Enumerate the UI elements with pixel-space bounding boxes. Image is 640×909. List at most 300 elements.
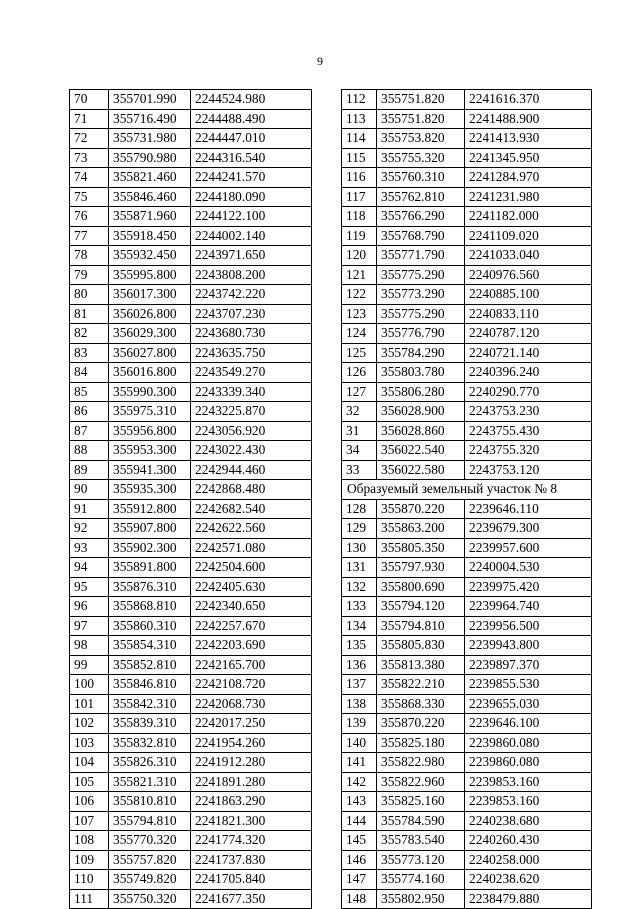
table-row xyxy=(70,733,312,753)
x-coordinate-cell: 355794.810 xyxy=(377,616,465,636)
point-number-cell: 87 xyxy=(70,421,109,441)
x-coordinate-cell: 355800.690 xyxy=(377,577,465,597)
y-coordinate-cell: 2242257.670 xyxy=(191,616,312,636)
x-coordinate-cell: 355953.300 xyxy=(109,441,191,461)
table-row xyxy=(70,753,312,773)
point-number-cell: 93 xyxy=(70,538,109,558)
point-number-cell: 99 xyxy=(70,655,109,675)
x-coordinate-cell: 355806.280 xyxy=(377,382,465,402)
table-row xyxy=(342,148,592,168)
x-coordinate-cell: 355701.990 xyxy=(109,90,191,110)
point-number-cell: 138 xyxy=(342,694,377,714)
x-coordinate-cell: 355941.300 xyxy=(109,460,191,480)
x-coordinate-cell: 355762.810 xyxy=(377,187,465,207)
x-coordinate-cell: 355775.290 xyxy=(377,265,465,285)
table-row xyxy=(342,109,592,129)
y-coordinate-cell: 2242405.630 xyxy=(191,577,312,597)
point-number-cell: 80 xyxy=(70,285,109,305)
point-number-cell: 130 xyxy=(342,538,377,558)
point-number-cell: 132 xyxy=(342,577,377,597)
y-coordinate-cell: 2241863.290 xyxy=(191,792,312,812)
table-row xyxy=(342,538,592,558)
x-coordinate-cell: 355825.160 xyxy=(377,792,465,812)
point-number-cell: 32 xyxy=(342,402,377,422)
y-coordinate-cell: 2240396.240 xyxy=(465,363,592,383)
point-number-cell: 71 xyxy=(70,109,109,129)
point-number-cell: 34 xyxy=(342,441,377,461)
x-coordinate-cell: 356022.540 xyxy=(377,441,465,461)
y-coordinate-cell: 2238479.880 xyxy=(465,889,592,909)
point-number-cell: 92 xyxy=(70,519,109,539)
table-row xyxy=(342,792,592,812)
point-number-cell: 126 xyxy=(342,363,377,383)
x-coordinate-cell: 355902.300 xyxy=(109,538,191,558)
x-coordinate-cell: 355797.930 xyxy=(377,558,465,578)
x-coordinate-cell: 355868.330 xyxy=(377,694,465,714)
x-coordinate-cell: 355821.460 xyxy=(109,168,191,188)
y-coordinate-cell: 2239855.530 xyxy=(465,675,592,695)
x-coordinate-cell: 355956.800 xyxy=(109,421,191,441)
table-row xyxy=(342,460,592,480)
x-coordinate-cell: 355846.810 xyxy=(109,675,191,695)
point-number-cell: 146 xyxy=(342,850,377,870)
table-row xyxy=(70,129,312,149)
y-coordinate-cell: 2240004.530 xyxy=(465,558,592,578)
table-row xyxy=(70,363,312,383)
y-coordinate-cell: 2239860.080 xyxy=(465,753,592,773)
x-coordinate-cell: 355805.830 xyxy=(377,636,465,656)
y-coordinate-cell: 2242108.720 xyxy=(191,675,312,695)
point-number-cell: 118 xyxy=(342,207,377,227)
x-coordinate-cell: 356017.300 xyxy=(109,285,191,305)
y-coordinate-cell: 2242068.730 xyxy=(191,694,312,714)
x-coordinate-cell: 355863.200 xyxy=(377,519,465,539)
y-coordinate-cell: 2241182.000 xyxy=(465,207,592,227)
y-coordinate-cell: 2241705.840 xyxy=(191,870,312,890)
point-number-cell: 124 xyxy=(342,324,377,344)
y-coordinate-cell: 2243755.430 xyxy=(465,421,592,441)
table-row xyxy=(70,616,312,636)
x-coordinate-cell: 355731.980 xyxy=(109,129,191,149)
y-coordinate-cell: 2239853.160 xyxy=(465,772,592,792)
table-row xyxy=(70,714,312,734)
x-coordinate-cell: 355775.290 xyxy=(377,304,465,324)
table-row xyxy=(70,148,312,168)
y-coordinate-cell: 2239679.300 xyxy=(465,519,592,539)
table-row xyxy=(70,246,312,266)
point-number-cell: 141 xyxy=(342,753,377,773)
x-coordinate-cell: 355794.120 xyxy=(377,597,465,617)
point-number-cell: 127 xyxy=(342,382,377,402)
x-coordinate-cell: 355784.590 xyxy=(377,811,465,831)
x-coordinate-cell: 355770.320 xyxy=(109,831,191,851)
point-number-cell: 117 xyxy=(342,187,377,207)
y-coordinate-cell: 2243742.220 xyxy=(191,285,312,305)
y-coordinate-cell: 2241413.930 xyxy=(465,129,592,149)
y-coordinate-cell: 2244524.980 xyxy=(191,90,312,110)
y-coordinate-cell: 2244241.570 xyxy=(191,168,312,188)
x-coordinate-cell: 355995.800 xyxy=(109,265,191,285)
x-coordinate-cell: 355975.310 xyxy=(109,402,191,422)
x-coordinate-cell: 355932.450 xyxy=(109,246,191,266)
table-row xyxy=(342,168,592,188)
table-row xyxy=(70,441,312,461)
y-coordinate-cell: 2243056.920 xyxy=(191,421,312,441)
point-number-cell: 137 xyxy=(342,675,377,695)
table-row xyxy=(342,558,592,578)
y-coordinate-cell: 2241891.280 xyxy=(191,772,312,792)
table-row xyxy=(70,343,312,363)
y-coordinate-cell: 2240787.120 xyxy=(465,324,592,344)
table-row xyxy=(342,441,592,461)
point-number-cell: 78 xyxy=(70,246,109,266)
x-coordinate-cell: 355716.490 xyxy=(109,109,191,129)
section-heading-row xyxy=(342,480,592,500)
y-coordinate-cell: 2241231.980 xyxy=(465,187,592,207)
y-coordinate-cell: 2244316.540 xyxy=(191,148,312,168)
table-row xyxy=(342,265,592,285)
y-coordinate-cell: 2241774.320 xyxy=(191,831,312,851)
point-number-cell: 135 xyxy=(342,636,377,656)
y-coordinate-cell: 2243339.340 xyxy=(191,382,312,402)
table-row xyxy=(70,597,312,617)
y-coordinate-cell: 2240290.770 xyxy=(465,382,592,402)
x-coordinate-cell: 355810.810 xyxy=(109,792,191,812)
y-coordinate-cell: 2239957.600 xyxy=(465,538,592,558)
table-row xyxy=(70,421,312,441)
y-coordinate-cell: 2241033.040 xyxy=(465,246,592,266)
point-number-cell: 148 xyxy=(342,889,377,909)
y-coordinate-cell: 2242571.080 xyxy=(191,538,312,558)
y-coordinate-cell: 2243022.430 xyxy=(191,441,312,461)
table-row xyxy=(342,129,592,149)
table-row xyxy=(70,460,312,480)
point-number-cell: 111 xyxy=(70,889,109,909)
y-coordinate-cell: 2244180.090 xyxy=(191,187,312,207)
point-number-cell: 85 xyxy=(70,382,109,402)
x-coordinate-cell: 355768.790 xyxy=(377,226,465,246)
table-row xyxy=(70,265,312,285)
y-coordinate-cell: 2240260.430 xyxy=(465,831,592,851)
point-number-cell: 94 xyxy=(70,558,109,578)
x-coordinate-cell: 355854.310 xyxy=(109,636,191,656)
point-number-cell: 103 xyxy=(70,733,109,753)
page-number: 9 xyxy=(317,54,323,68)
y-coordinate-cell: 2239943.800 xyxy=(465,636,592,656)
x-coordinate-cell: 355771.790 xyxy=(377,246,465,266)
point-number-cell: 88 xyxy=(70,441,109,461)
y-coordinate-cell: 2244447.010 xyxy=(191,129,312,149)
y-coordinate-cell: 2241345.950 xyxy=(465,148,592,168)
y-coordinate-cell: 2243549.270 xyxy=(191,363,312,383)
point-number-cell: 91 xyxy=(70,499,109,519)
table-row xyxy=(342,772,592,792)
x-coordinate-cell: 355870.220 xyxy=(377,714,465,734)
table-row xyxy=(70,207,312,227)
y-coordinate-cell: 2243707.230 xyxy=(191,304,312,324)
x-coordinate-cell: 356028.900 xyxy=(377,402,465,422)
point-number-cell: 129 xyxy=(342,519,377,539)
table-row xyxy=(342,207,592,227)
y-coordinate-cell: 2244122.100 xyxy=(191,207,312,227)
table-row xyxy=(70,889,312,909)
y-coordinate-cell: 2239964.740 xyxy=(465,597,592,617)
x-coordinate-cell: 355773.290 xyxy=(377,285,465,305)
y-coordinate-cell: 2239897.370 xyxy=(465,655,592,675)
x-coordinate-cell: 356028.860 xyxy=(377,421,465,441)
point-number-cell: 73 xyxy=(70,148,109,168)
point-number-cell: 144 xyxy=(342,811,377,831)
table-row xyxy=(342,616,592,636)
point-number-cell: 110 xyxy=(70,870,109,890)
y-coordinate-cell: 2242868.480 xyxy=(191,480,312,500)
table-row xyxy=(342,226,592,246)
x-coordinate-cell: 355871.960 xyxy=(109,207,191,227)
table-row xyxy=(70,558,312,578)
point-number-cell: 108 xyxy=(70,831,109,851)
y-coordinate-cell: 2240721.140 xyxy=(465,343,592,363)
table-row xyxy=(342,694,592,714)
y-coordinate-cell: 2241821.300 xyxy=(191,811,312,831)
x-coordinate-cell: 355876.310 xyxy=(109,577,191,597)
x-coordinate-cell: 355813.380 xyxy=(377,655,465,675)
point-number-cell: 107 xyxy=(70,811,109,831)
x-coordinate-cell: 355773.120 xyxy=(377,850,465,870)
x-coordinate-cell: 355805.350 xyxy=(377,538,465,558)
y-coordinate-cell: 2239853.160 xyxy=(465,792,592,812)
table-row xyxy=(70,168,312,188)
table-row xyxy=(342,675,592,695)
y-coordinate-cell: 2243753.230 xyxy=(465,402,592,422)
table-row xyxy=(70,285,312,305)
point-number-cell: 114 xyxy=(342,129,377,149)
table-row xyxy=(342,597,592,617)
point-number-cell: 84 xyxy=(70,363,109,383)
table-row xyxy=(70,90,312,110)
table-row xyxy=(342,187,592,207)
coordinates-table-left xyxy=(69,89,312,909)
point-number-cell: 77 xyxy=(70,226,109,246)
table-row xyxy=(342,870,592,890)
table-row xyxy=(342,382,592,402)
point-number-cell: 131 xyxy=(342,558,377,578)
y-coordinate-cell: 2240885.100 xyxy=(465,285,592,305)
table-row xyxy=(342,831,592,851)
y-coordinate-cell: 2243680.730 xyxy=(191,324,312,344)
x-coordinate-cell: 356026.800 xyxy=(109,304,191,324)
y-coordinate-cell: 2243635.750 xyxy=(191,343,312,363)
y-coordinate-cell: 2240976.560 xyxy=(465,265,592,285)
x-coordinate-cell: 355774.160 xyxy=(377,870,465,890)
point-number-cell: 70 xyxy=(70,90,109,110)
x-coordinate-cell: 355802.950 xyxy=(377,889,465,909)
table-row xyxy=(342,343,592,363)
table-row xyxy=(70,109,312,129)
x-coordinate-cell: 356027.800 xyxy=(109,343,191,363)
table-row xyxy=(70,870,312,890)
x-coordinate-cell: 355990.300 xyxy=(109,382,191,402)
x-coordinate-cell: 355912.800 xyxy=(109,499,191,519)
x-coordinate-cell: 355826.310 xyxy=(109,753,191,773)
table-row xyxy=(342,714,592,734)
x-coordinate-cell: 355822.210 xyxy=(377,675,465,695)
table-row xyxy=(70,850,312,870)
y-coordinate-cell: 2241677.350 xyxy=(191,889,312,909)
point-number-cell: 128 xyxy=(342,499,377,519)
x-coordinate-cell: 355757.820 xyxy=(109,850,191,870)
x-coordinate-cell: 355794.810 xyxy=(109,811,191,831)
y-coordinate-cell: 2241912.280 xyxy=(191,753,312,773)
point-number-cell: 143 xyxy=(342,792,377,812)
table-row xyxy=(70,226,312,246)
x-coordinate-cell: 355822.980 xyxy=(377,753,465,773)
x-coordinate-cell: 355846.460 xyxy=(109,187,191,207)
table-row xyxy=(342,811,592,831)
x-coordinate-cell: 356022.580 xyxy=(377,460,465,480)
point-number-cell: 79 xyxy=(70,265,109,285)
table-row xyxy=(70,636,312,656)
point-number-cell: 82 xyxy=(70,324,109,344)
point-number-cell: 105 xyxy=(70,772,109,792)
point-number-cell: 109 xyxy=(70,850,109,870)
x-coordinate-cell: 355751.820 xyxy=(377,90,465,110)
y-coordinate-cell: 2240238.620 xyxy=(465,870,592,890)
y-coordinate-cell: 2241284.970 xyxy=(465,168,592,188)
point-number-cell: 83 xyxy=(70,343,109,363)
table-row xyxy=(70,811,312,831)
x-coordinate-cell: 355783.540 xyxy=(377,831,465,851)
table-row xyxy=(70,402,312,422)
section-heading: Образуемый земельный участок № 8 xyxy=(342,480,592,500)
table-row xyxy=(342,324,592,344)
table-row xyxy=(342,889,592,909)
point-number-cell: 74 xyxy=(70,168,109,188)
point-number-cell: 147 xyxy=(342,870,377,890)
x-coordinate-cell: 355821.310 xyxy=(109,772,191,792)
y-coordinate-cell: 2242504.600 xyxy=(191,558,312,578)
y-coordinate-cell: 2242340.650 xyxy=(191,597,312,617)
point-number-cell: 106 xyxy=(70,792,109,812)
point-number-cell: 113 xyxy=(342,109,377,129)
table-row xyxy=(342,421,592,441)
y-coordinate-cell: 2239646.110 xyxy=(465,499,592,519)
y-coordinate-cell: 2241109.020 xyxy=(465,226,592,246)
point-number-cell: 89 xyxy=(70,460,109,480)
y-coordinate-cell: 2240258.000 xyxy=(465,850,592,870)
x-coordinate-cell: 355852.810 xyxy=(109,655,191,675)
y-coordinate-cell: 2241488.900 xyxy=(465,109,592,129)
table-row xyxy=(70,675,312,695)
point-number-cell: 102 xyxy=(70,714,109,734)
x-coordinate-cell: 356016.800 xyxy=(109,363,191,383)
point-number-cell: 122 xyxy=(342,285,377,305)
y-coordinate-cell: 2239646.100 xyxy=(465,714,592,734)
table-row xyxy=(342,753,592,773)
point-number-cell: 81 xyxy=(70,304,109,324)
point-number-cell: 76 xyxy=(70,207,109,227)
x-coordinate-cell: 355907.800 xyxy=(109,519,191,539)
y-coordinate-cell: 2242682.540 xyxy=(191,499,312,519)
point-number-cell: 121 xyxy=(342,265,377,285)
y-coordinate-cell: 2243808.200 xyxy=(191,265,312,285)
x-coordinate-cell: 355832.810 xyxy=(109,733,191,753)
point-number-cell: 95 xyxy=(70,577,109,597)
y-coordinate-cell: 2241954.260 xyxy=(191,733,312,753)
table-row xyxy=(70,382,312,402)
x-coordinate-cell: 355860.310 xyxy=(109,616,191,636)
table-row xyxy=(70,187,312,207)
y-coordinate-cell: 2242203.690 xyxy=(191,636,312,656)
table-row xyxy=(342,577,592,597)
table-row xyxy=(70,519,312,539)
y-coordinate-cell: 2242944.460 xyxy=(191,460,312,480)
x-coordinate-cell: 355776.790 xyxy=(377,324,465,344)
x-coordinate-cell: 355822.960 xyxy=(377,772,465,792)
point-number-cell: 140 xyxy=(342,733,377,753)
y-coordinate-cell: 2239975.420 xyxy=(465,577,592,597)
point-number-cell: 101 xyxy=(70,694,109,714)
x-coordinate-cell: 355803.780 xyxy=(377,363,465,383)
y-coordinate-cell: 2241737.830 xyxy=(191,850,312,870)
table-row xyxy=(70,538,312,558)
table-row xyxy=(342,304,592,324)
table-row xyxy=(342,499,592,519)
point-number-cell: 139 xyxy=(342,714,377,734)
point-number-cell: 145 xyxy=(342,831,377,851)
table-row xyxy=(342,655,592,675)
point-number-cell: 134 xyxy=(342,616,377,636)
point-number-cell: 72 xyxy=(70,129,109,149)
x-coordinate-cell: 355755.320 xyxy=(377,148,465,168)
point-number-cell: 31 xyxy=(342,421,377,441)
y-coordinate-cell: 2243225.870 xyxy=(191,402,312,422)
table-row xyxy=(342,519,592,539)
x-coordinate-cell: 355825.180 xyxy=(377,733,465,753)
table-row xyxy=(342,402,592,422)
point-number-cell: 98 xyxy=(70,636,109,656)
point-number-cell: 96 xyxy=(70,597,109,617)
point-number-cell: 100 xyxy=(70,675,109,695)
y-coordinate-cell: 2240238.680 xyxy=(465,811,592,831)
y-coordinate-cell: 2244488.490 xyxy=(191,109,312,129)
table-row xyxy=(70,792,312,812)
y-coordinate-cell: 2242622.560 xyxy=(191,519,312,539)
point-number-cell: 123 xyxy=(342,304,377,324)
point-number-cell: 116 xyxy=(342,168,377,188)
point-number-cell: 112 xyxy=(342,90,377,110)
table-row xyxy=(342,90,592,110)
table-row xyxy=(70,499,312,519)
point-number-cell: 136 xyxy=(342,655,377,675)
y-coordinate-cell: 2239655.030 xyxy=(465,694,592,714)
point-number-cell: 104 xyxy=(70,753,109,773)
y-coordinate-cell: 2240833.110 xyxy=(465,304,592,324)
y-coordinate-cell: 2239956.500 xyxy=(465,616,592,636)
table-row xyxy=(70,304,312,324)
point-number-cell: 119 xyxy=(342,226,377,246)
x-coordinate-cell: 355918.450 xyxy=(109,226,191,246)
x-coordinate-cell: 356029.300 xyxy=(109,324,191,344)
x-coordinate-cell: 355790.980 xyxy=(109,148,191,168)
point-number-cell: 120 xyxy=(342,246,377,266)
x-coordinate-cell: 355750.320 xyxy=(109,889,191,909)
x-coordinate-cell: 355870.220 xyxy=(377,499,465,519)
table-row xyxy=(342,733,592,753)
x-coordinate-cell: 355891.800 xyxy=(109,558,191,578)
x-coordinate-cell: 355766.290 xyxy=(377,207,465,227)
x-coordinate-cell: 355749.820 xyxy=(109,870,191,890)
point-number-cell: 75 xyxy=(70,187,109,207)
